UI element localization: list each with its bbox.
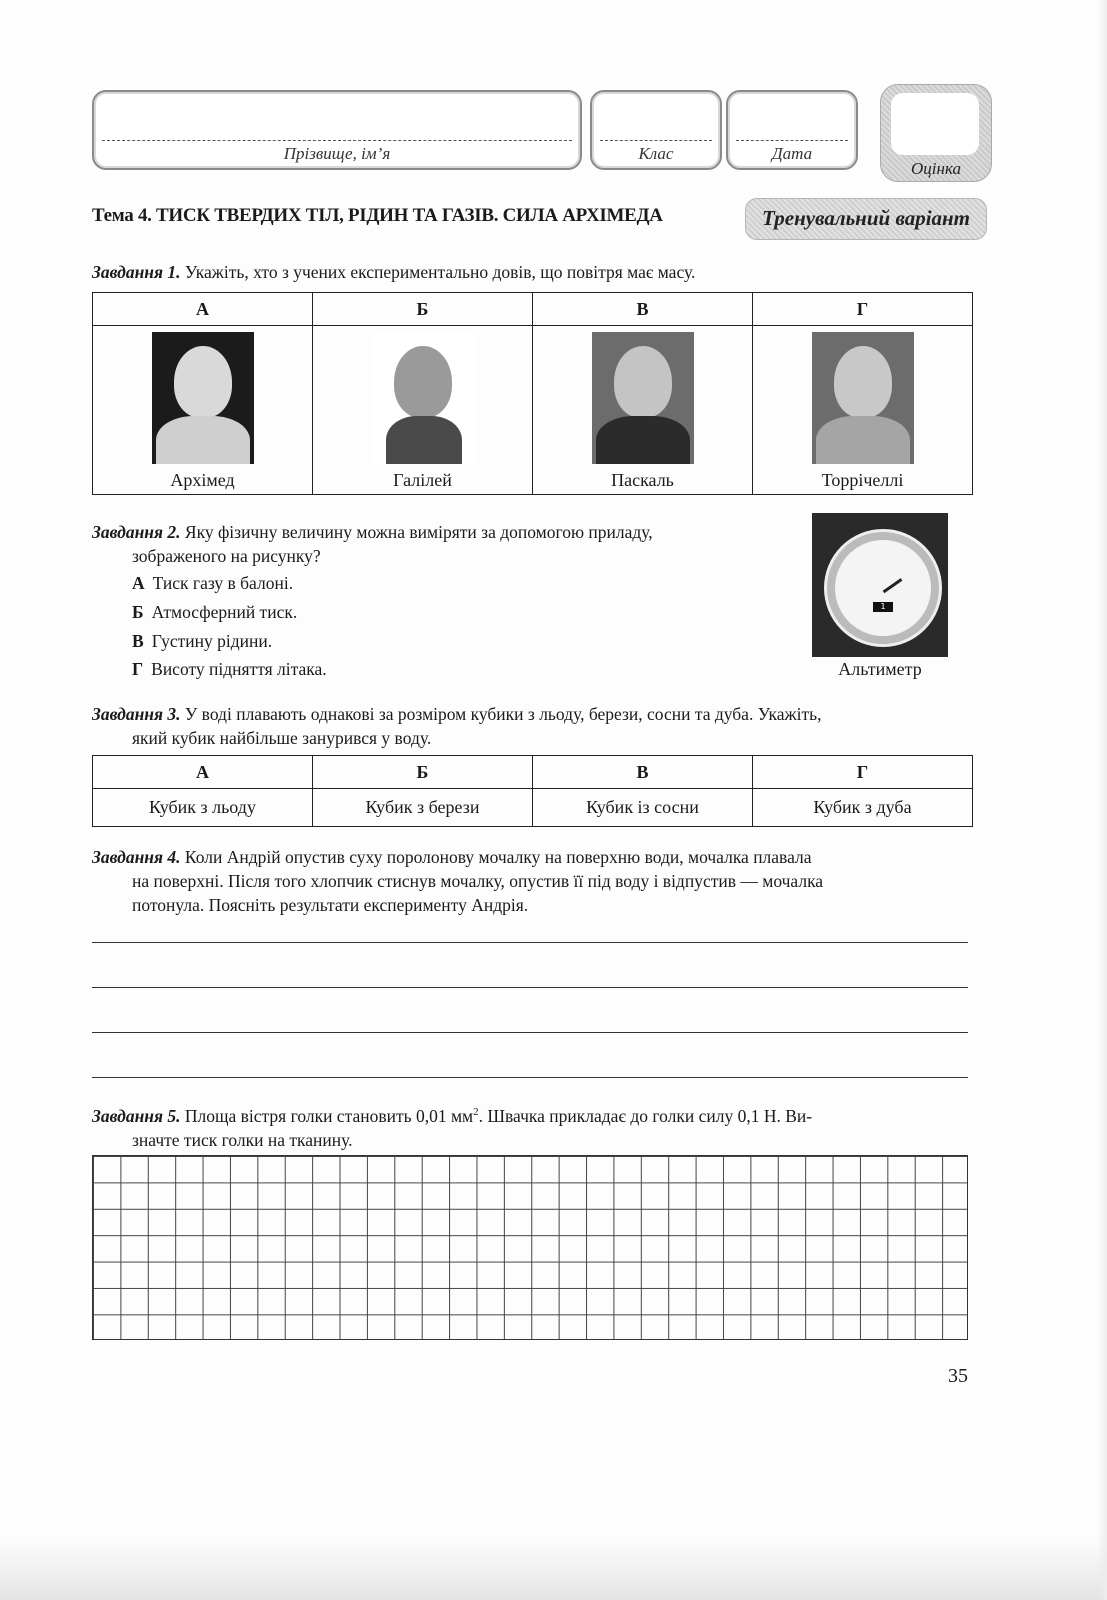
task-4-answer-line-3[interactable] [92,1032,968,1033]
task-5-prompt [92,1100,977,1152]
task-1-option-c-letter[interactable]: В [533,293,753,326]
task-1-option-b[interactable] [313,326,533,495]
topic-title: Тема 4. ТИСК ТВЕРДИХ ТІЛ, РІДИН ТА ГАЗІВ. СИЛА АРХІМЕДА [92,205,663,226]
task-2-option-b-letter: Б [132,602,144,622]
task-1-text: Укажіть, хто з учених експериментально довів, що повітря має масу. [184,262,696,282]
task-1-option-a-name: Архімед [170,470,235,490]
task-5-text-part1: Площа вістря голки становить 0,01 мм [184,1105,474,1126]
date-field[interactable] [726,90,858,170]
task-3-option-c-letter[interactable]: В [533,756,753,789]
task-3-text-line1: У воді плавають однакові за розміром кубики з льоду, берези, сосни та дуба. Укажіть, [184,704,822,724]
task-2-option-a-letter: А [132,573,145,593]
task-5-text-part2: . Швачка прикладає до голки силу 0,1 Н. Ви- [478,1105,813,1126]
class-field[interactable] [590,90,722,170]
task-2-option-a[interactable] [132,573,293,594]
task-4-answer-line-4[interactable] [92,1077,968,1078]
task-1-option-a-letter[interactable]: А [93,293,313,326]
task-5-text-line2: значте тиск голки на тканину. [132,1129,353,1150]
task-1-table [92,292,973,495]
task-3-option-c[interactable]: Кубик із сосни [533,789,753,827]
task-3-label: Завдання 3. [92,704,181,724]
task-5-label: Завдання 5. [92,1105,181,1126]
task-4-answer-line-2[interactable] [92,987,968,988]
task-1-option-c-name: Паскаль [611,470,674,490]
galileo-portrait-image [372,332,474,464]
task-2-option-b-text: Атмосферний тиск. [151,602,298,622]
variant-badge: Тренувальний варіант [745,198,987,240]
task-3-prompt [92,702,977,750]
task-4-text-line3: потонула. Поясніть результати експерименту Андрія. [132,895,529,915]
task-2-text-line2: зображеного на рисунку? [132,546,321,566]
pascal-portrait-image [592,332,694,464]
scan-edge [1097,0,1107,1600]
task-2-option-d[interactable] [132,659,327,680]
task-1-option-d-letter[interactable]: Г [753,293,973,326]
task-3-option-a-letter[interactable]: А [93,756,313,789]
task-4-label: Завдання 4. [92,847,181,867]
name-underline [102,140,572,141]
task-2-option-a-text: Тиск газу в балоні. [152,573,294,593]
name-label: Прізвище, ім’я [283,144,391,163]
task-3-option-d-letter[interactable]: Г [753,756,973,789]
task-4-text-line1: Коли Андрій опустив суху поролонову мочалку на поверхню води, мочалка плавала [184,847,812,867]
task-4-text-line2: на поверхні. Після того хлопчик стиснув мочалку, опустив її під воду і відпустив — мочалка [132,871,824,891]
task-1-option-c[interactable] [533,326,753,495]
task-4-answer-line-1[interactable] [92,942,968,943]
task-4-prompt [92,845,977,917]
class-underline [600,140,712,141]
task-2-option-d-text: Висоту підняття літака. [151,659,327,679]
altimeter-caption: Альтиметр [838,659,922,679]
task-3-option-d[interactable]: Кубик з дуба [753,789,973,827]
archimedes-portrait-image [152,332,254,464]
date-label: Дата [771,144,813,163]
date-underline [736,140,848,141]
task-2-text-line1: Яку фізичну величину можна виміряти за допомогою приладу, [184,522,653,542]
task-3-text-line2: який кубик найбільше занурився у воду. [132,728,432,748]
grade-label: Оцінка [911,159,961,178]
torricelli-portrait-image [812,332,914,464]
task-1-option-a[interactable] [93,326,313,495]
task-1-option-d[interactable] [753,326,973,495]
task-2-option-c-letter: В [132,631,144,651]
task-1-option-b-name: Галілей [393,470,452,490]
grade-field[interactable] [880,84,992,182]
task-3-option-a[interactable]: Кубик з льоду [93,789,313,827]
altimeter-counter: 1 [873,602,893,612]
class-label: Клас [638,144,674,163]
task-1-option-d-name: Торрічеллі [821,470,904,490]
task-5-superscript: 2 [473,1106,479,1118]
task-2-option-c[interactable] [132,631,272,652]
task-2-option-b[interactable] [132,602,297,623]
task-2-prompt [92,520,792,568]
task-3-option-b-letter[interactable]: Б [313,756,533,789]
task-1-label: Завдання 1. [92,262,181,282]
task-3-table [92,755,973,827]
altimeter-dial-icon [824,529,942,647]
task-2-option-d-letter: Г [132,659,144,679]
scan-shadow [0,1540,1107,1600]
task-1-prompt [92,260,695,284]
task-2-option-c-text: Густину рідини. [151,631,273,651]
task-2-label: Завдання 2. [92,522,181,542]
task-1-option-b-letter[interactable]: Б [313,293,533,326]
name-field[interactable] [92,90,582,170]
grade-input-area[interactable] [891,93,979,155]
altimeter-image [812,513,948,657]
page-number: 35 [948,1365,968,1387]
task-3-option-b[interactable]: Кубик з берези [313,789,533,827]
task-5-answer-grid[interactable] [92,1155,968,1340]
